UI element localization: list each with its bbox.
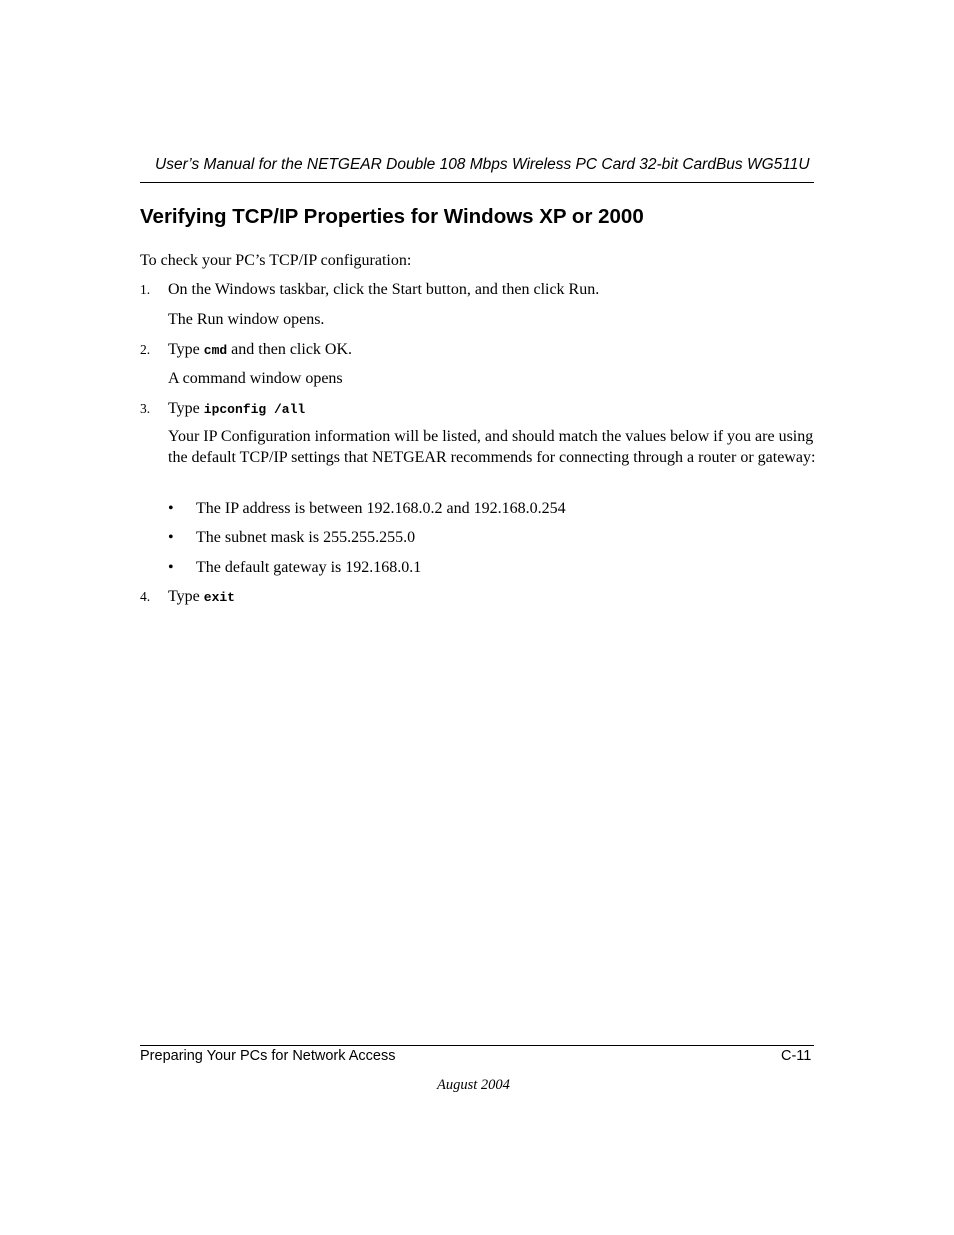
running-header: User’s Manual for the NETGEAR Double 108 Mbps Wireless PC Card 32-bit CardBus WG511U <box>155 156 810 173</box>
step-2-line <box>168 340 352 361</box>
step-3-prefix: Type <box>168 400 200 417</box>
step-3-number: 3. <box>140 401 151 416</box>
step-3-command: ipconfig /all <box>203 402 306 417</box>
footer-page-number: C-11 <box>781 1048 812 1064</box>
footer-divider <box>140 1045 814 1046</box>
step-1-text: On the Windows taskbar, click the Start button, and then click Run. <box>168 281 600 298</box>
step-2-result: A command window opens <box>168 370 343 387</box>
intro-text: To check your PC’s TCP/IP configuration: <box>140 252 412 269</box>
step-4-prefix: Type <box>168 588 200 605</box>
section-heading: Verifying TCP/IP Properties for Windows XP or 2000 <box>140 205 644 228</box>
step-4-number: 4. <box>140 589 151 604</box>
step-2-prefix: Type <box>168 341 200 358</box>
step-2-command: cmd <box>203 343 228 358</box>
header-divider <box>140 182 814 183</box>
step-4-line <box>168 587 235 608</box>
step-1-result: The Run window opens. <box>168 311 325 328</box>
step-2-number: 2. <box>140 342 151 357</box>
step-3-line <box>168 399 305 420</box>
footer-date: August 2004 <box>437 1077 510 1093</box>
bullet-default-gateway: The default gateway is 192.168.0.1 <box>196 559 422 576</box>
bullet-symbol: • <box>168 529 174 546</box>
step-2-suffix: and then click OK. <box>231 341 353 358</box>
step-4-command: exit <box>203 590 235 605</box>
bullet-ip-range: The IP address is between 192.168.0.2 and 192.168.0.254 <box>196 500 566 517</box>
footer-chapter-title: Preparing Your PCs for Network Access <box>140 1048 396 1064</box>
step-1-number: 1. <box>140 282 151 297</box>
bullet-symbol: • <box>168 500 174 517</box>
bullet-symbol: • <box>168 559 174 576</box>
bullet-subnet-mask: The subnet mask is 255.255.255.0 <box>196 529 416 546</box>
step-3-result: Your IP Configuration information will be listed, and should match the values below if you are using the default TCP/IP settings that NETGEAR recommends for connecting through a router or gateway: <box>168 428 816 466</box>
